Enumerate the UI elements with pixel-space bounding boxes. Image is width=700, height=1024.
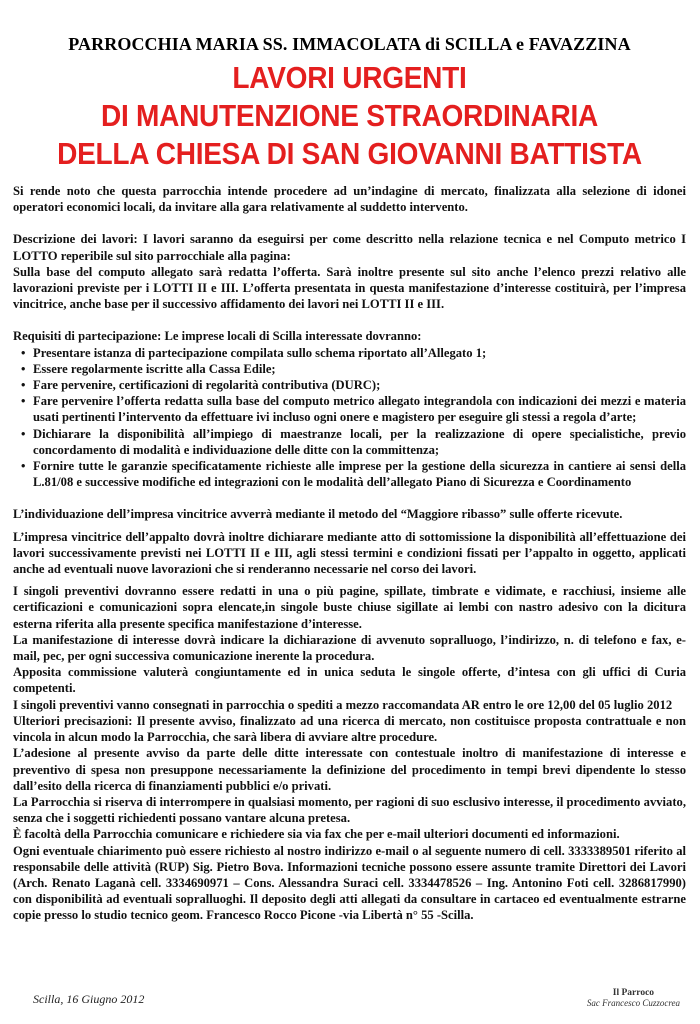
faculty-paragraph: È facoltà della Parrocchia comunicare e richiedere sia via fax che per e-mail ulteriori documenti ed informazioni. — [13, 827, 620, 842]
footer — [0, 988, 700, 1018]
notice-title — [40, 59, 659, 173]
contacts-paragraph: Ogni eventuale chiarimento può essere richiesto al nostro indirizzo e-mail o al seguente numero di cell. 3333389501 riferito al responsabile delle attività (RUP) Sig. Pietro Bova. Informazioni tecniche possono essere assunte tramite Direttori dei Lavori (Arch. Renato Laganà cell. 3334690971 – Cons. Alessandra Suraci cell. 3334478526 – Ing. Antonino Foti cell. 3286817990) con disponibilità ad eventuali sopralluoghi. Il deposito degli atti allegati da consultare in cartaceo ed eventualmente estrarne copie presso lo studio tecnico geom. Francesco Rocco Picone -via Libertà n° 55 -Scilla. — [13, 843, 686, 923]
manifestation-paragraph: La manifestazione di interesse dovrà indicare la dichiarazione di avvenuto sopralluogo, l’indirizzo, n. di telefono e fax, e-mail, pec, per ogni successiva comunicazione inerente la procedura. — [13, 632, 686, 664]
requirement-item: • Fare pervenire l’offerta redatta sulla base del computo metrico allegato integrandola con indicazioni dei mezzi e materia usati pertinenti l’intervento da effettuare ivi incluso ogni onere e magistero per eseguire gli stessi a regola d’arte; — [21, 393, 686, 425]
interrupt-paragraph: La Parrocchia si riserva di interrompere in qualsiasi momento, per ragioni di suo esclusivo interesse, il procedimento avviato, senza che i soggetti richiedenti possano vantare alcuna pretesa. — [13, 794, 686, 826]
intro-paragraph: Si rende noto che questa parrocchia intende procedere ad un’indagine di mercato, finalizzata alla selezione di idonei operatori economici locali, da invitare alla gara relativamente al suddetto intervento. — [13, 184, 686, 215]
selection-paragraph: L’individuazione dell’impresa vincitrice avverrà mediante il metodo del “Maggiore ribasso” sulle offerte ricevute. — [13, 507, 623, 522]
requirement-item: • Dichiarare la disponibilità all’impiego di maestranze locali, per la realizzazione di opere specialistiche, previo concordamento di modalità e individuazione delle ditte con la committenza; — [21, 426, 686, 458]
title-line: LAVORI URGENTI — [232, 61, 467, 95]
notice-body — [13, 183, 686, 924]
requirements-list — [13, 345, 686, 491]
description-paragraph: Descrizione dei lavori: I lavori saranno da eseguirsi per come descritto nella relazione tecnica e nel Computo metrico I LOTTO reperibile sul sito parrocchiale alla pagina: — [13, 232, 686, 263]
signer-name: Sac Francesco Cuzzocrea — [586, 998, 680, 1008]
requirement-item: • Fare pervenire, certificazioni di regolarità contributiva (DURC); — [21, 377, 686, 393]
signature-block — [587, 988, 680, 1008]
requirement-item: • Presentare istanza di partecipazione compilata sullo schema riportato all’Allegato 1; — [21, 345, 686, 361]
parish-name: PARROCCHIA MARIA SS. IMMACOLATA di SCILLA e FAVAZZINA — [68, 34, 631, 54]
commission-paragraph: Apposita commissione valuterà congiuntamente ed in unica seduta le singole offerte, d’intesa con gli uffici di Curia competenti. — [13, 665, 686, 696]
notice-date: Scilla, 16 Giugno 2012 — [33, 992, 145, 1006]
signer-role: Il Parroco — [612, 988, 655, 998]
delivery-paragraph: I singoli preventivi vanno consegnati in parrocchia o spediti a mezzo raccomandata AR entro le ore 12,00 del 05 luglio 2012 — [13, 697, 673, 712]
quotes-paragraph: I singoli preventivi dovranno essere redatti in una o più pagine, spillate, timbrate e vidimate, e racchiusi, insieme alle certificazioni e comunicazioni sopra elencate,in singole buste chiuse sigillate ai lembi con nastro adesivo con la dicitura esterna riferita alla presente specifica manifestazione d’interesse. — [13, 584, 686, 631]
requirements-heading: Requisiti di partecipazione: Le imprese locali di Scilla interessate dovranno: — [13, 329, 422, 344]
title-line: DELLA CHIESA DI SAN GIOVANNI BATTISTA — [57, 137, 642, 171]
title-line: DI MANUTENZIONE STRAORDINARIA — [100, 99, 599, 133]
requirement-item: • Essere regolarmente iscritte alla Cassa Edile; — [21, 361, 686, 377]
requirement-item: • Fornire tutte le garanzie specificatamente richieste alle imprese per la gestione della sicurezza in cantiere ai sensi della L.81/08 e successive modifiche ed integrazioni con le modalità dell’allegato Piano di Sicurezza e Coordinamento — [21, 458, 686, 490]
adhesion-paragraph: L’adesione al presente avviso da parte delle ditte interessate con contestuale inoltro di manifestazione di interesse e preventivo di spesa non presuppone necessariamente la definizione del procedimento in tempi brevi dipendente lo stesso dall’esito della ricerca di finanziamenti pubblici e/o privati. — [13, 746, 686, 793]
availability-paragraph: L’impresa vincitrice dell’appalto dovrà inoltre dichiarare mediante atto di sottomissione la disponibilità all’effettuazione dei lavori successivamente previsti nei LOTTI II e III, agli stessi termini e condizioni fissati per l’appalto in oggetto, applicati anche ad eventuali nuove lavorazioni che si renderanno necessarie nel corso dei lavori. — [13, 529, 686, 577]
description-paragraph: Sulla base del computo allegato sarà redatta l’offerta. Sarà inoltre presente sul sito anche l’elenco prezzi relativo alle lavorazioni previste per i LOTTI II e III. L’offerta presentata in questa manifestazione d’interesse costituirà, per l’impresa vincitrice, anche base per il successivo affidamento dei lavori nei LOTTI II e III. — [13, 264, 686, 312]
further-paragraph: Ulteriori precisazioni: Il presente avviso, finalizzato ad una ricerca di mercato, non costituisce proposta contrattuale e non vincola in alcun modo la Parrocchia, che sarà libera di avviare altre procedure. — [13, 713, 686, 745]
